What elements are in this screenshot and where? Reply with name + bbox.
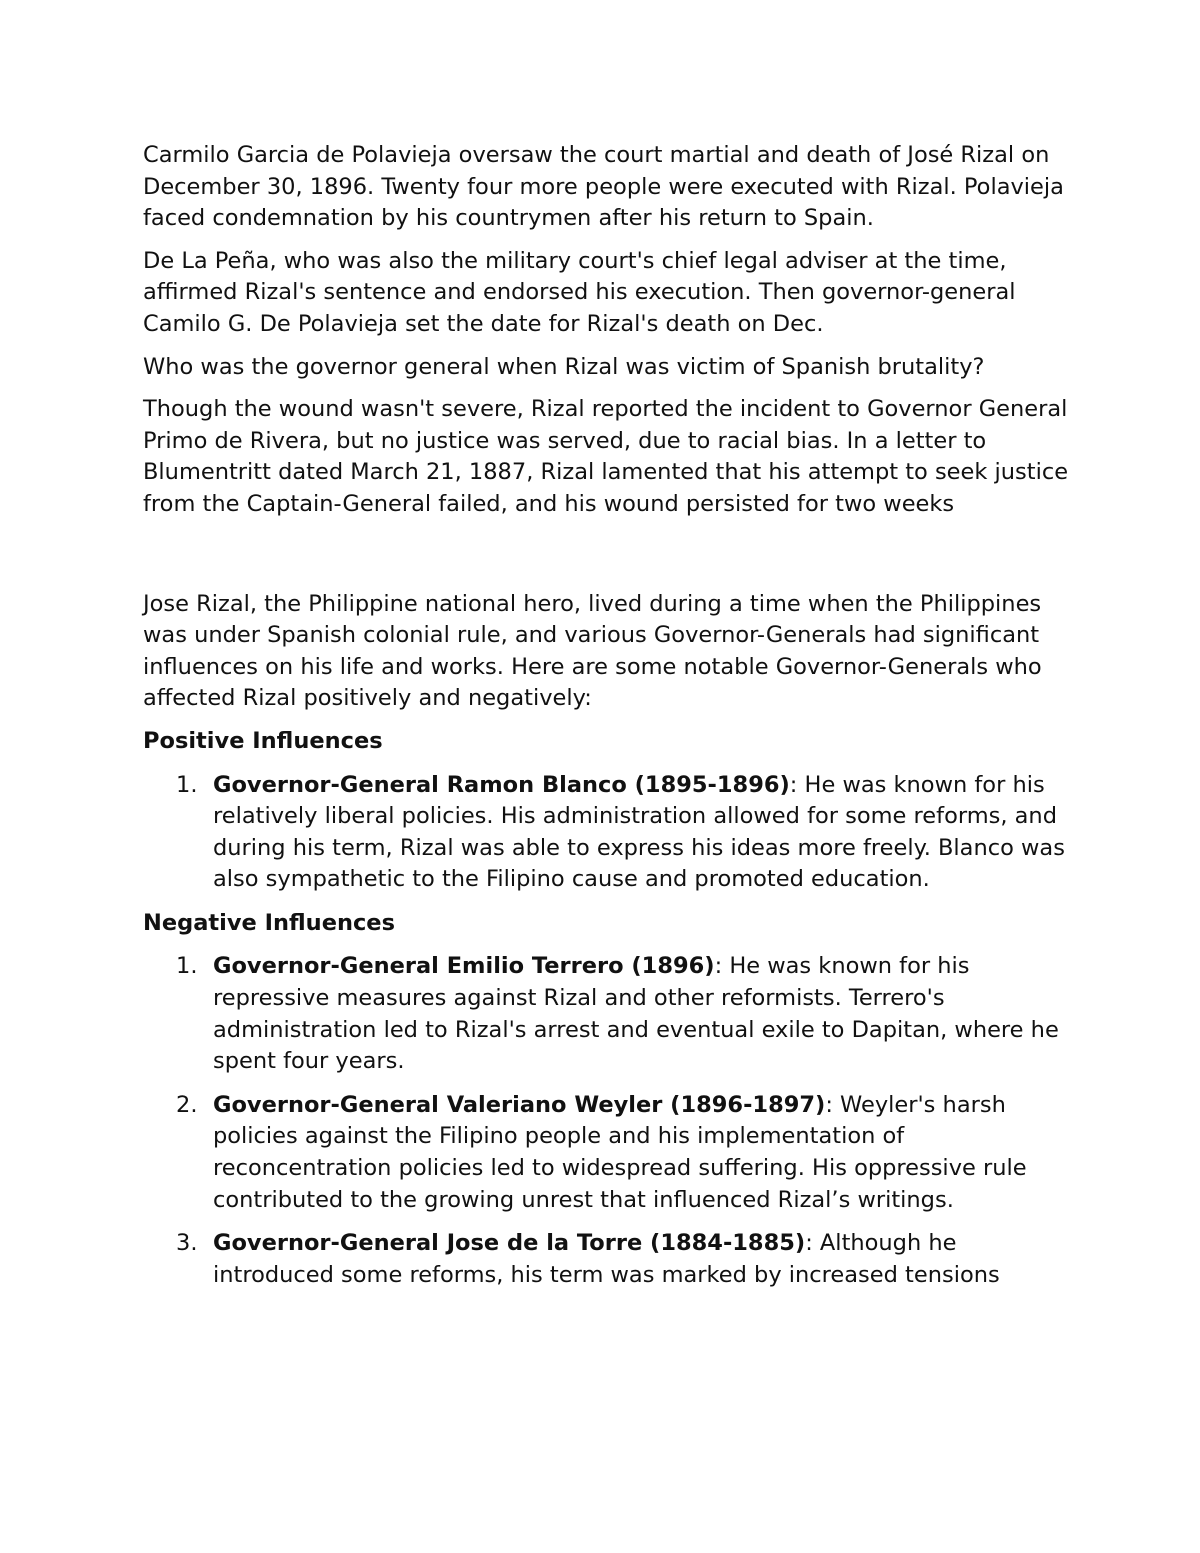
governor-name: Governor-General Jose de la Torre (1884-1885) — [213, 1230, 806, 1257]
paragraph-de-la-pena: De La Peña, who was also the military court's chief legal adviser at the time, affirmed Rizal's sentence and endorsed his execution. Then governor-general Camilo G. De Polavieja set the date for Rizal's death on Dec. — [143, 247, 1016, 337]
paragraph-polavieja: Carmilo Garcia de Polavieja oversaw the court martial and death of José Rizal on December 30, 1896. Twenty four more people were executed with Rizal. Polavieja faced condemnation by his countrymen after his return to Spain. — [143, 142, 1064, 232]
list-item — [143, 1090, 1073, 1216]
paragraph-primo-de-rivera: Though the wound wasn't severe, Rizal reported the incident to Governor General Primo de Rivera, but no justice was served, due to racial bias. In a letter to Blumentritt dated March 21, 1887, Rizal lamented that his attempt to seek justice from the Captain-General failed, and his wound persisted for two weeks — [143, 396, 1069, 517]
blank-space — [143, 532, 1073, 589]
governor-description: : He was known for his repressive measures against Rizal and other reformists. Terrero's administration led to Rizal's arrest and eventual exile to Dapitan, where he spent four years. — [213, 953, 1059, 1075]
list-number: 1. — [176, 953, 198, 980]
paragraph-question: Who was the governor general when Rizal was victim of Spanish brutality? — [143, 353, 985, 380]
positive-influences-heading: Positive Influences — [143, 727, 383, 754]
negative-influences-list — [143, 951, 1073, 1291]
negative-influences-heading: Negative Influences — [143, 909, 395, 936]
governor-description: : Although he introduced some reforms, his term was marked by increased tensions — [213, 1230, 1000, 1288]
list-item — [143, 1228, 1073, 1291]
list-item — [143, 770, 1073, 896]
list-number: 2. — [176, 1091, 198, 1118]
positive-influences-list — [143, 770, 1073, 896]
list-item — [143, 951, 1073, 1077]
paragraph-intro: Jose Rizal, the Philippine national hero, lived during a time when the Philippines was under Spanish colonial rule, and various Governor-Generals had significant influences on his life and works. Here are some notable Governor-Generals who affected Rizal positively and negatively: — [143, 590, 1042, 712]
governor-name: Governor-General Valeriano Weyler (1896-1897) — [213, 1091, 826, 1118]
document-page — [143, 140, 1073, 1303]
governor-name: Governor-General Ramon Blanco (1895-1896) — [213, 771, 790, 798]
governor-description: : He was known for his relatively liberal policies. His administration allowed for some reforms, and during his term, Rizal was able to express his ideas more freely. Blanco was also sympathetic to the Filipino cause and promoted education. — [213, 771, 1065, 893]
governor-description: : Weyler's harsh policies against the Filipino people and his implementation of reconcentration policies led to widespread suffering. His oppressive rule contributed to the growing unrest that influenced Rizal’s writings. — [213, 1091, 1027, 1213]
governor-name: Governor-General Emilio Terrero (1896) — [213, 953, 715, 980]
list-number: 1. — [176, 771, 198, 798]
list-number: 3. — [176, 1230, 198, 1257]
